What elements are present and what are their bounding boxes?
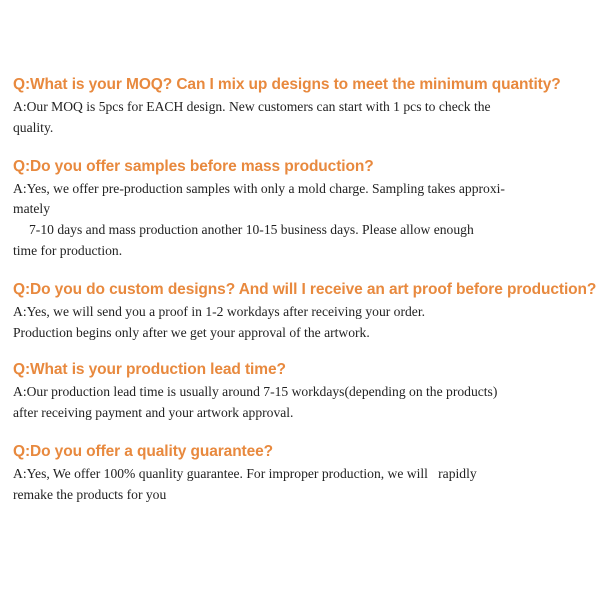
faq-item-quality-guarantee (13, 442, 593, 506)
faq-item-moq (13, 75, 593, 139)
faq-section (13, 75, 597, 506)
faq-answer (13, 302, 593, 344)
faq-question: Q:Do you do custom designs? And will I receive an art proof before production? (13, 280, 597, 298)
faq-answer-line: remake the products for you (13, 486, 167, 502)
faq-item-samples (13, 157, 593, 262)
faq-question: Q:Do you offer samples before mass production? (13, 157, 374, 175)
faq-answer-line: Production begins only after we get your approval of the artwork. (13, 324, 370, 340)
faq-answer-line: time for production. (13, 242, 123, 258)
faq-answer-line: after receiving payment and your artwork approval. (13, 405, 294, 421)
faq-answer-line: mately (13, 201, 50, 217)
faq-item-custom-designs (13, 280, 597, 344)
faq-question: Q:Do you offer a quality guarantee? (13, 442, 274, 460)
faq-answer-line: A:Yes, we will send you a proof in 1-2 workdays after receiving your order. (13, 303, 425, 319)
faq-question: Q:What is your production lead time? (13, 361, 286, 379)
faq-item-lead-time (13, 360, 593, 424)
faq-answer (13, 179, 593, 262)
faq-answer-line: quality. (13, 119, 54, 135)
faq-answer (13, 97, 593, 139)
faq-question: Q:What is your MOQ? Can I mix up designs to meet the minimum quantity? (13, 76, 561, 93)
faq-answer-line: A:Our production lead time is usually around 7-15 workdays(depending on the products) (13, 384, 498, 400)
faq-answer-line: A:Our MOQ is 5pcs for EACH design. New customers can start with 1 pcs to check the (13, 99, 491, 114)
faq-answer (13, 464, 593, 506)
faq-answer-line: A:Yes, we offer pre-production samples with only a mold charge. Sampling takes approxi- (13, 180, 505, 196)
faq-answer-line: 7-10 days and mass production another 10-15 business days. Please allow enough (29, 222, 474, 238)
faq-answer (13, 382, 593, 424)
faq-answer-line: A:Yes, We offer 100% quanlity guarantee. For improper production, we will rapidly (13, 465, 477, 481)
